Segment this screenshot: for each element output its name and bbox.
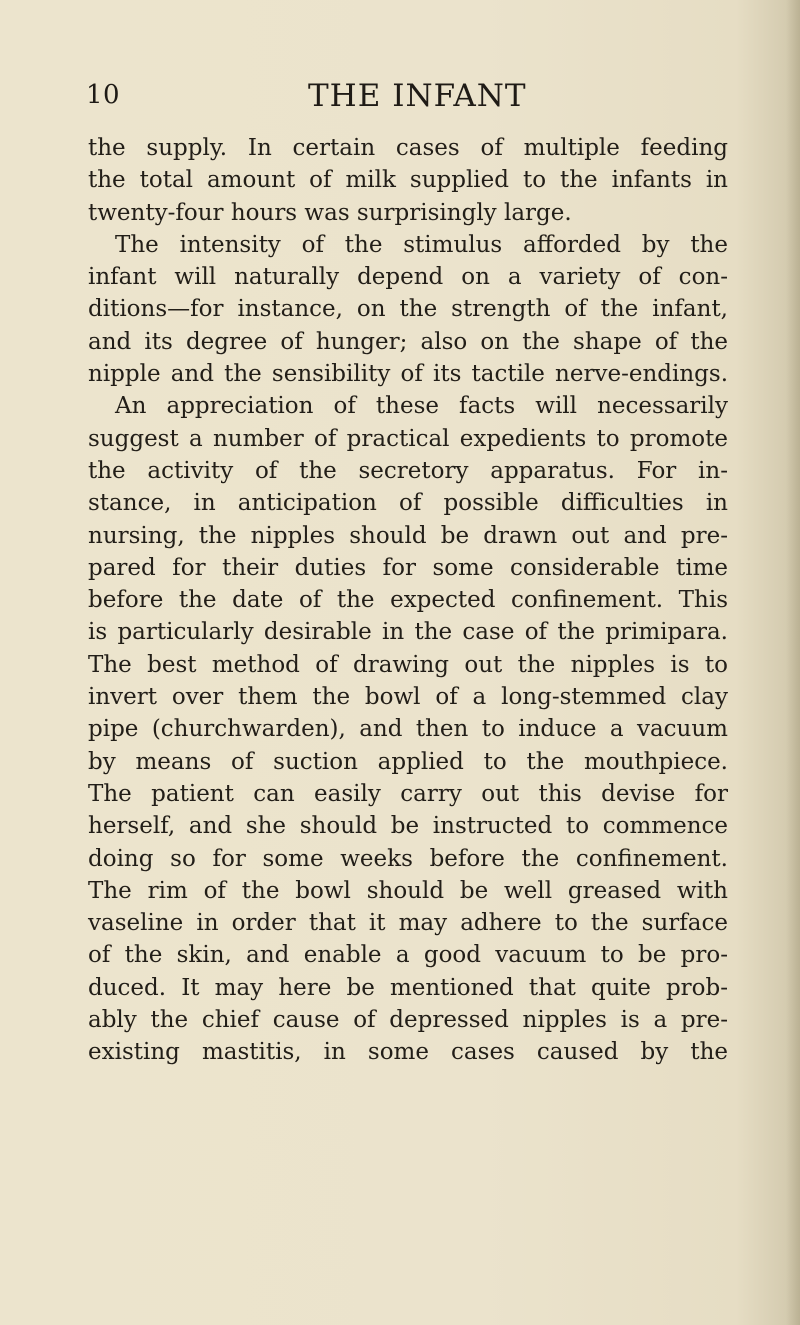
text-line: nipple and the sensibility of its tactile nerve-endings. [88,361,728,388]
text-line: herself, and she should be instructed to commence [88,813,728,840]
text-line: the supply. In certain cases of multiple feeding [88,135,728,161]
text-line: the activity of the secretory apparatus. For in- [88,457,728,484]
text-line: The patient can easily carry out this devise for [88,780,728,807]
text-line: nursing, the nipples should be drawn out and pre- [88,522,728,549]
text-line: twenty-four hours was surprisingly large. [88,199,572,226]
text-line: existing mastitis, in some cases caused by the [88,1039,728,1066]
text-line: duced. It may here be mentioned that quite prob- [88,974,728,1001]
text-line: stance, in anticipation of possible difficulties in [88,490,728,517]
text-line: before the date of the expected confinement. This [88,587,728,614]
text-line: ditions—for instance, on the strength of the infant, [88,296,728,323]
text-line: The intensity of the stimulus afforded by the [115,231,728,258]
text-line: The best method of drawing out the nipples is to [88,651,728,678]
text-line: by means of suction applied to the mouthpiece. [88,748,728,775]
page-header [0,78,800,118]
text-line: doing so for some weeks before the confinement. [88,845,728,872]
text-line: ably the chief cause of depressed nipples is a pre- [88,1007,728,1034]
text-line: and its degree of hunger; also on the shape of the [88,328,728,355]
text-line: vaseline in order that it may adhere to the surface [88,910,728,937]
page-edge-shadow [786,0,800,1325]
text-line: The rim of the bowl should be well greased with [88,877,728,904]
text-line: the total amount of milk supplied to the infants in [88,167,728,194]
text-line: is particularly desirable in the case of the primipara. [88,619,728,646]
text-line: pared for their duties for some considerable time [88,554,728,581]
text-line: of the skin, and enable a good vacuum to be pro- [88,942,728,969]
text-line: invert over them the bowl of a long-stemmed clay [88,684,728,711]
text-line: pipe (churchwarden), and then to induce a vacuum [88,716,728,743]
text-line: An appreciation of these facts will necessarily [115,393,728,420]
body-text [88,132,728,1069]
text-line: infant will naturally depend on a variety of con- [88,264,728,291]
page-number: 10 [86,80,121,110]
text-line: suggest a number of practical expedients to promote [88,425,728,452]
running-head: THE INFANT [308,78,527,114]
